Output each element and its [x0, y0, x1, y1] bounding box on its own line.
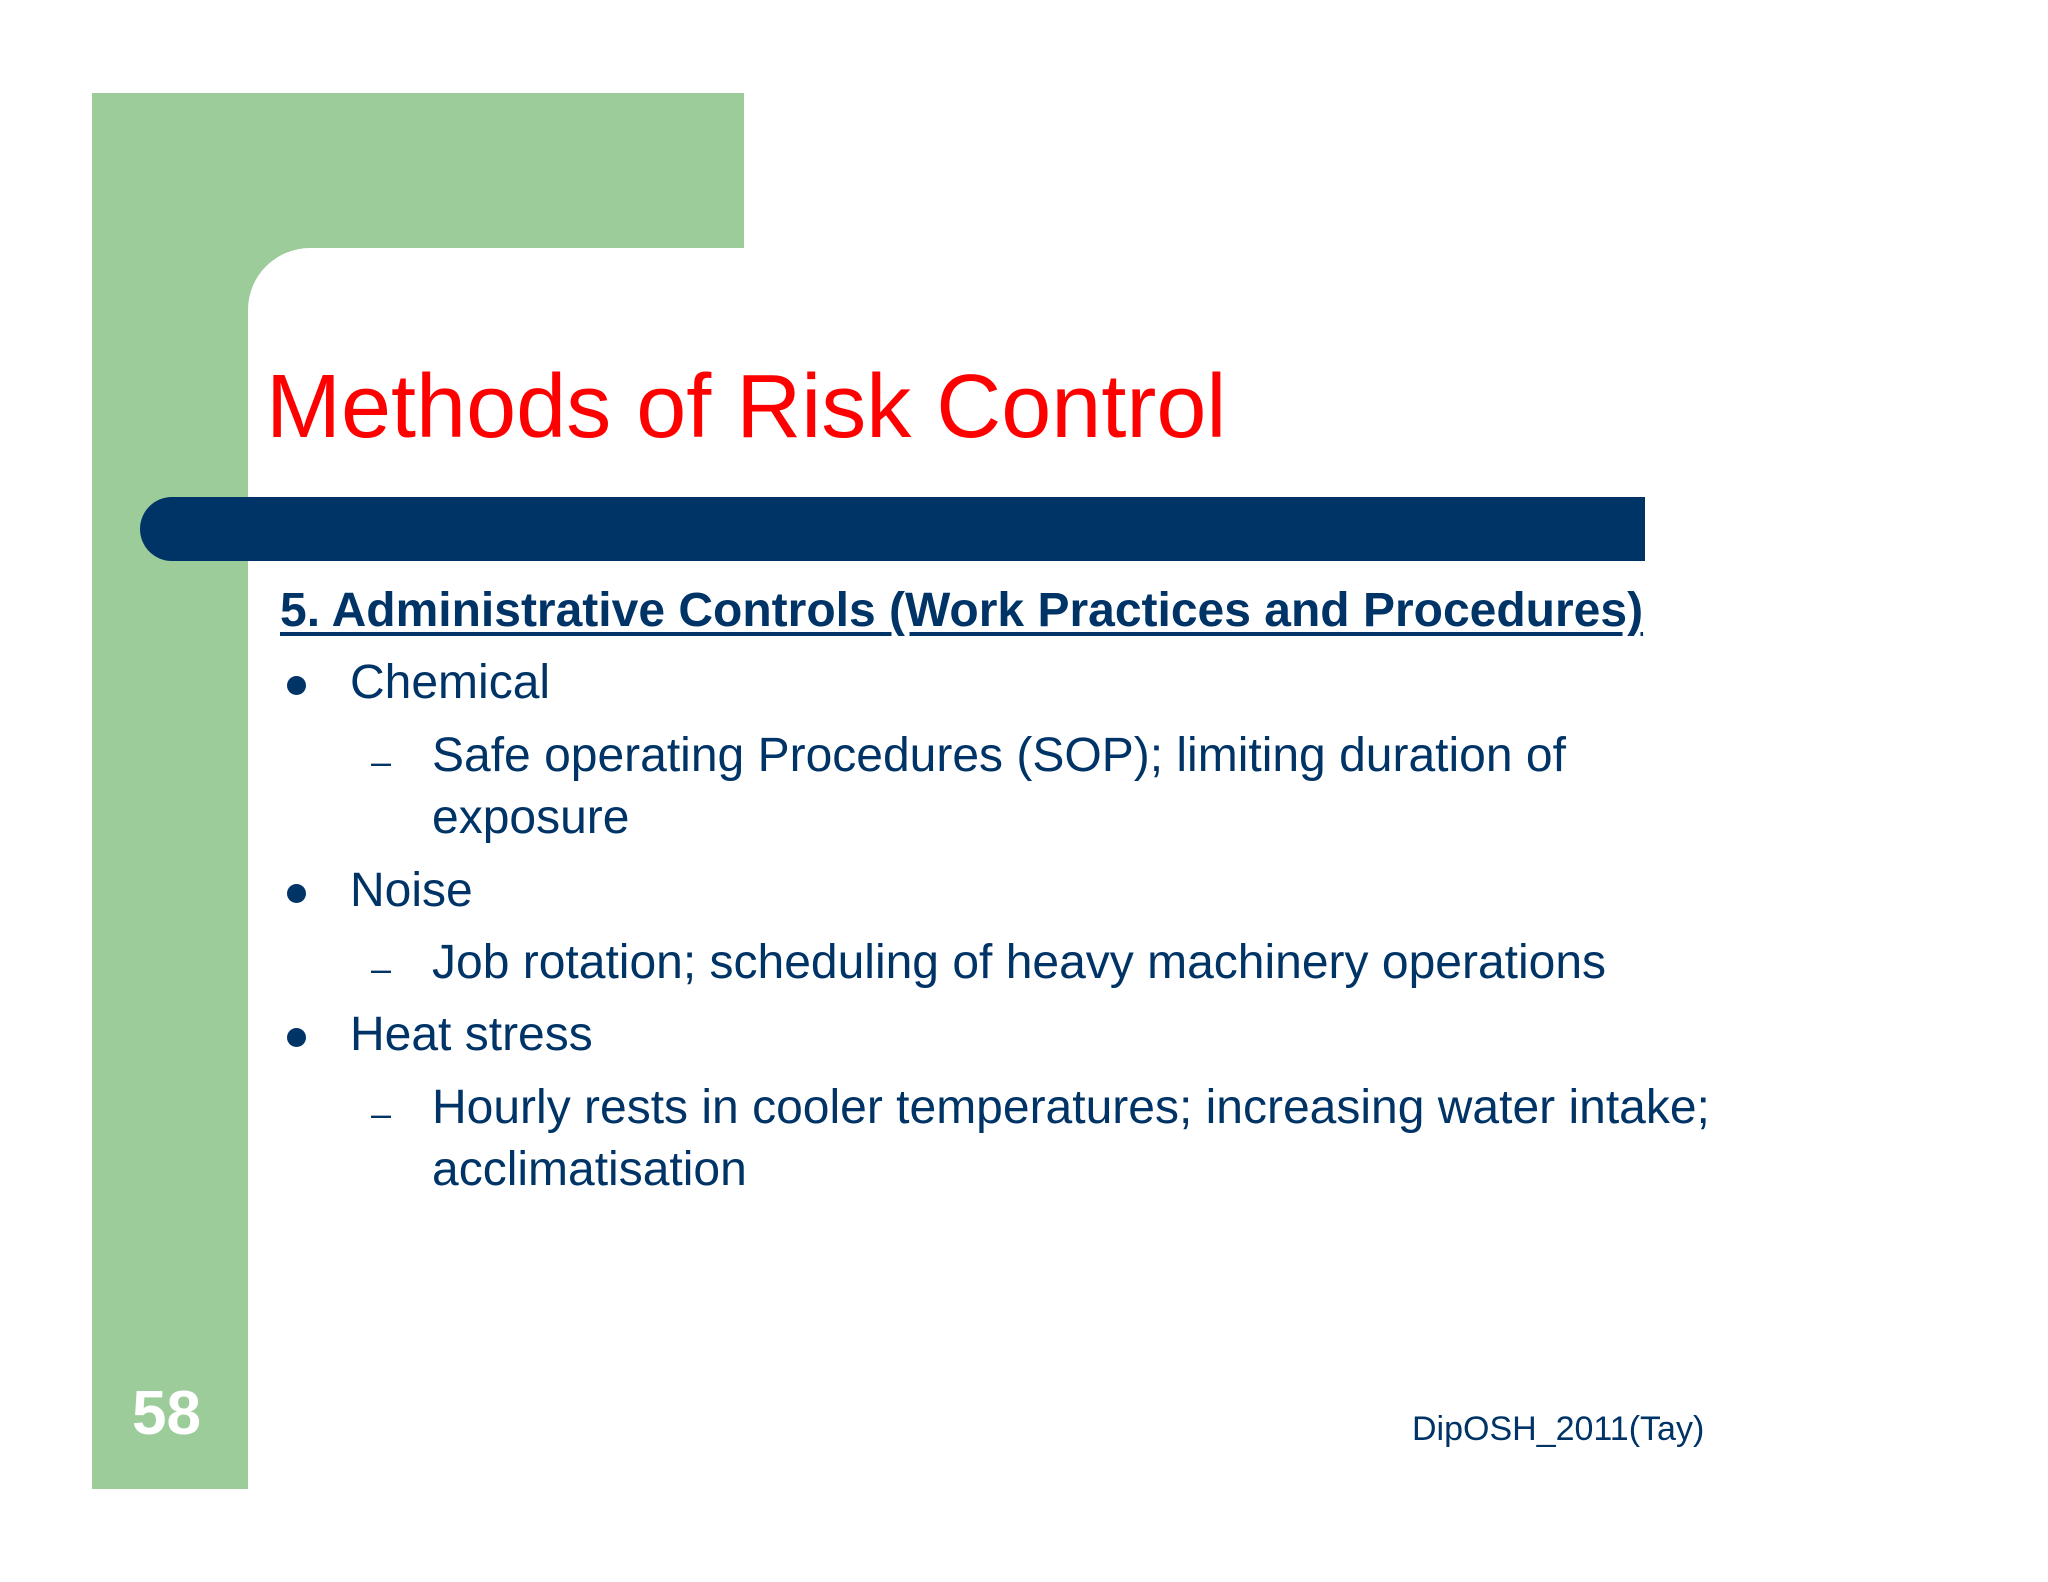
sub-item-noise [280, 932, 1840, 994]
bullet-label: Chemical [350, 656, 551, 710]
bullet-label: Heat stress [350, 1008, 593, 1062]
title-underline-bar [140, 497, 1645, 561]
sub-item-text: Hourly rests in cooler temperatures; increasing water intake; acclimatisation [432, 1080, 1710, 1197]
footer-text: DipOSH_2011(Tay) [1412, 1410, 1705, 1448]
bullet-item-noise [280, 860, 1840, 922]
slide-content [280, 580, 1840, 1202]
dash-icon: – [371, 947, 392, 989]
bullet-dot-icon [287, 676, 306, 695]
sub-item-text: Job rotation; scheduling of heavy machinery operations [432, 935, 1607, 989]
section-heading: 5. Administrative Controls (Work Practices and Procedures) [280, 584, 1644, 637]
bullet-dot-icon [287, 884, 306, 903]
bullet-item-chemical [280, 652, 1840, 714]
sub-item-heat-stress [280, 1077, 1840, 1202]
slide-title: Methods of Risk Control [266, 357, 1227, 457]
bullet-dot-icon [287, 1028, 306, 1047]
green-frame-left [92, 93, 248, 1489]
bullet-item-heat-stress [280, 1004, 1840, 1066]
page-number: 58 [132, 1379, 201, 1448]
sub-item-text: Safe operating Procedures (SOP); limiting duration of exposure [432, 728, 1566, 845]
bullet-label: Noise [350, 863, 473, 917]
dash-icon: – [371, 1092, 392, 1134]
dash-icon: – [371, 740, 392, 782]
sub-item-chemical [280, 725, 1840, 850]
